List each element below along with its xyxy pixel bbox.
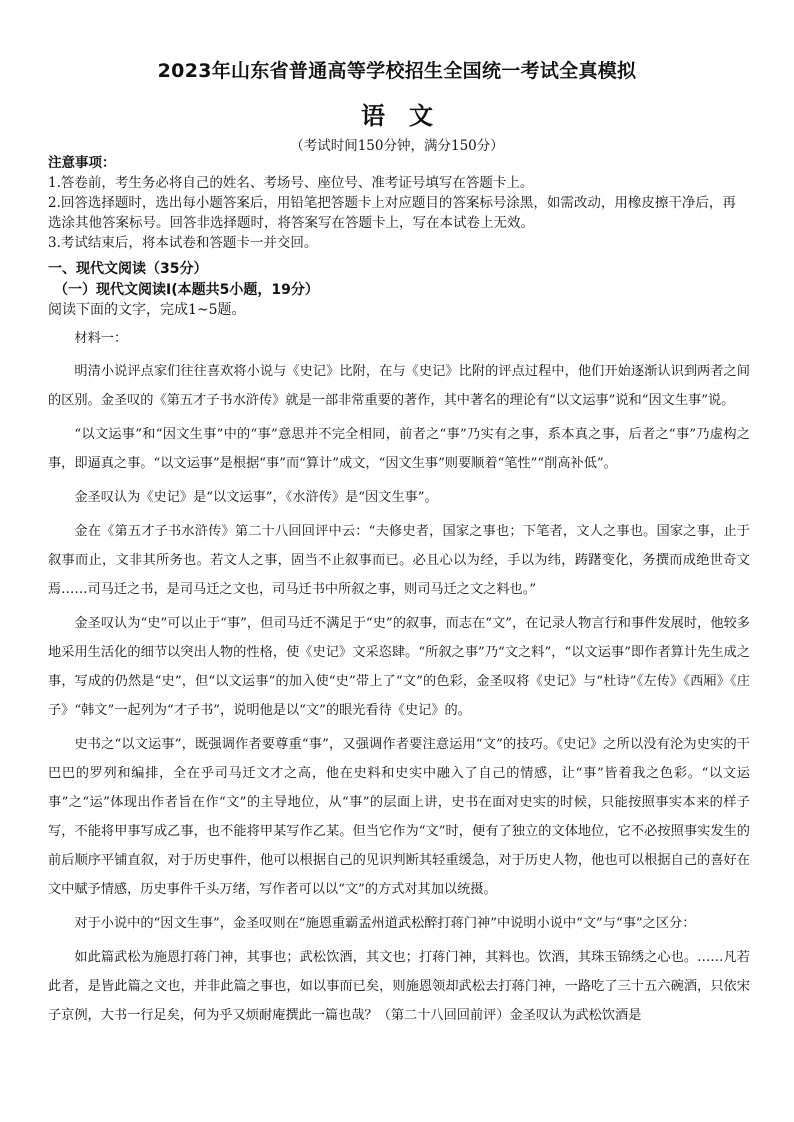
note-item: 2.回答选择题时，选出每小题答案后，用铅笔把答题卡上对应题目的答案标号涂黑，如需改动，用橡皮擦干净后，再选涂其他答案标号。回答非选择题时，将答案写在答题卡上，写在本试卷上无效。 — [48, 195, 736, 231]
passage-paragraph: 金在《第五才子书水浒传》第二十八回回评中云：“夫修史者，国家之事也；下笔者，文人之事也。国家之事，止于叙事而止，文非其所务也。若文人之事，固当不止叙事而已。必且心以为经，手以为纬，踌躇变化，务撰而成绝世奇文焉……司马迁之书，是司马迁之文也，司马迁书中所叙之事，则司马迁之文之料也。” — [48, 524, 750, 597]
note-item: 3.考试结束后，将本试卷和答题卡一并交回。 — [48, 235, 318, 251]
passage-paragraph: 如此篇武松为施恩打蒋门神，其事也；武松饮酒，其文也；打蒋门神，其料也。饮酒，其珠玉锦绣之心也。……凡若此者，是皆此篇之文也，并非此篇之事也，如以事而已矣，则施恩领却武松去打蒋门神，一路吃了三十五六碗酒，只依宋子京例，大书一行足矣，何为乎又烦耐庵撰此一篇也哉？（第二十八回回前评）金圣叹认为武松饮酒是 — [48, 950, 750, 1023]
subject-title: 语 文 — [361, 102, 433, 130]
note-item: 1.答卷前，考生务必将自己的姓名、考场号、座位号、准考证号填写在答题卡上。 — [48, 175, 534, 191]
exam-info: （考试时间150分钟，满分150分） — [290, 138, 504, 154]
passage-paragraph: 明清小说评点家们往往喜欢将小说与《史记》比附，在与《史记》比附的评点过程中，他们开始逐渐认识到两者之间的区别。金圣叹的《第五才子书水浒传》就是一部非常重要的著作，其中著名的理论有“以文运事”说和“因文生事”说。 — [48, 364, 750, 408]
subsection-title: （一）现代文阅读Ⅰ(本题共5小题，19分） — [54, 282, 319, 298]
notes-section — [48, 153, 748, 253]
passage-paragraph: 对于小说中的“因文生事”，金圣叹则在“施恩重霸孟州道武松醉打蒋门神”中说明小说中“文”与“事”之区分： — [74, 916, 696, 931]
material-label: 材料一： — [74, 331, 128, 346]
notes-title: 注意事项： — [48, 155, 116, 171]
passage-paragraph: “以文运事”和“因文生事”中的“事”意思并不完全相同，前者之“事”乃实有之事，系本真之事，后者之“事”乃虚构之事，即逼真之事。“以文运事”是根据“事”而“算计”成文，“因文生事”则要顺着“笔性”“削高补低”。 — [48, 427, 750, 471]
passage-paragraph: 史书之“以文运事”，既强调作者要尊重“事”，又强调作者要注意运用“文”的技巧。《史记》之所以没有沦为史实的干巴巴的罗列和编排，全在乎司马迁文才之高，他在史料和史实中融入了自己的情感，让“事”皆着我之色彩。“以文运事”之“运”体现出作者旨在作“文”的主导地位，从“事”的层面上讲，史书在面对史实的时候，只能按照事实本来的样子写，不能将甲事写成乙事，也不能将甲某写作乙某。但当它作为“文”时，便有了独立的文体地位，它不必按照事实发生的前后顺序平铺直叙，对于历史事件，他可以根据自己的见识判断其轻重缓急，对于历史人物，他也可以根据自己的喜好在文中赋予情感，历史事件千头万绪，写作者可以以“文”的方式对其加以统摄。 — [48, 737, 750, 897]
exam-title: 2023年山东省普通高等学校招生全国统一考试全真模拟 — [157, 60, 637, 82]
passage-paragraph: 金圣叹认为“史”可以止于“事”，但司马迁不满足于“史”的叙事，而志在“文”，在记录人物言行和事件发展时，他较多地采用生活化的细节以突出人物的性格，使《史记》文采恣肆。“所叙之事”乃“文之料”，“以文运事”即作者算计先生成之事，写成的仍然是“史”，但“以文运事”的加入使“史”带上了“文”的色彩，金圣叹将《史记》与“杜诗”《左传》《西厢》《庄子》“韩文”一起列为“才子书”，说明他是以“文”的眼光看待《史记》的。 — [48, 616, 750, 718]
passage-paragraph: 金圣叹认为《史记》是“以文运事”，《水浒传》是“因文生事”。 — [74, 490, 438, 505]
reading-instruction: 阅读下面的文字，完成1~5题。 — [48, 302, 246, 318]
section-title: 一、现代文阅读（35分） — [48, 261, 208, 277]
reading-passage — [48, 324, 750, 1035]
